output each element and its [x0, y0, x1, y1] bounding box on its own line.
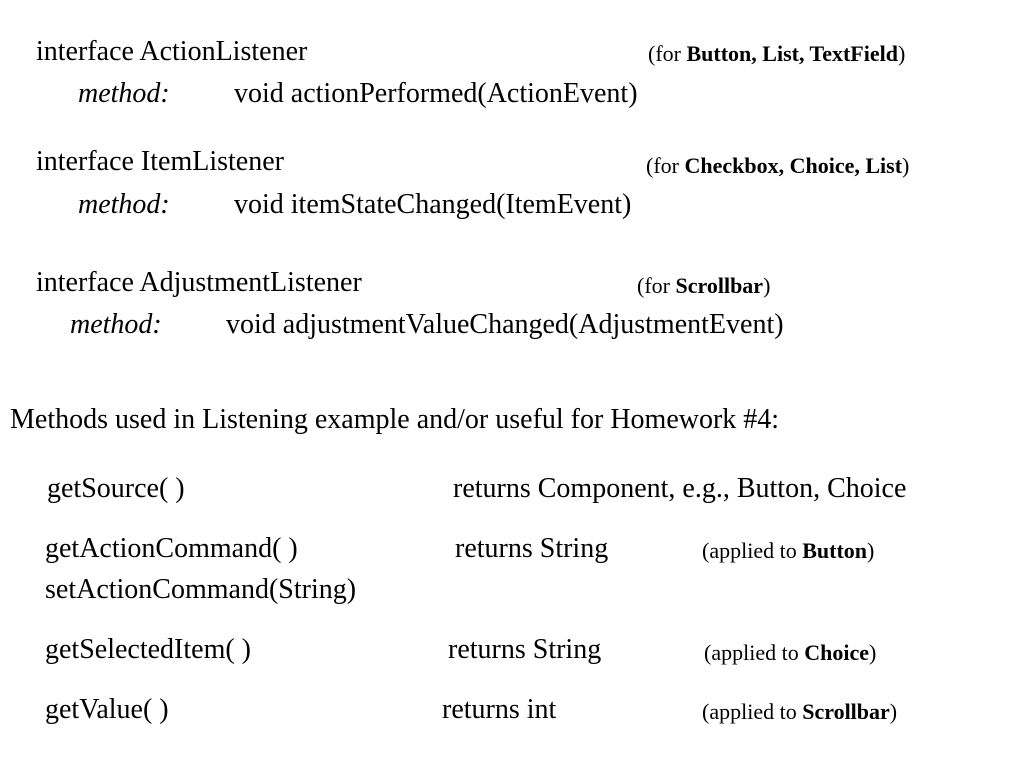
for-components: Checkbox, Choice, List [684, 153, 903, 178]
adjustment-listener-method-signature: void adjustmentValueChanged(AdjustmentEvent) [226, 309, 784, 340]
method-returns-get-source: returns Component, e.g., Button, Choice [453, 473, 907, 504]
method-name-get-value: getValue( ) [45, 694, 169, 725]
methods-heading: Methods used in Listening example and/or useful for Homework #4: [10, 404, 780, 435]
applied-suffix: ) [867, 538, 875, 563]
applied-prefix: (applied to [702, 699, 803, 724]
for-prefix: (for [637, 273, 676, 298]
action-listener-interface: interface ActionListener [36, 36, 308, 67]
for-suffix: ) [763, 273, 771, 298]
for-suffix: ) [902, 153, 910, 178]
item-listener-method-label: method: [78, 189, 170, 220]
item-listener-interface: interface ItemListener [36, 146, 284, 177]
method-applied-get-selected-item [704, 642, 876, 664]
applied-component: Button [802, 538, 867, 563]
method-name-get-action-command: getActionCommand( ) [45, 533, 298, 564]
applied-suffix: ) [889, 699, 898, 724]
method-returns-get-action-command: returns String [455, 533, 609, 564]
method-name-get-selected-item: getSelectedItem( ) [45, 634, 252, 665]
method-returns-get-value: returns int [442, 694, 557, 725]
action-listener-method-signature: void actionPerformed(ActionEvent) [234, 78, 638, 109]
applied-component: Scrollbar [802, 699, 890, 724]
for-prefix: (for [646, 153, 685, 178]
action-listener-for-note [648, 43, 905, 65]
applied-component: Choice [804, 640, 869, 665]
for-suffix: ) [897, 41, 906, 66]
method-name-get-source: getSource( ) [47, 473, 185, 504]
adjustment-listener-for-note [637, 275, 770, 297]
applied-prefix: (applied to [704, 640, 805, 665]
adjustment-listener-method-label: method: [70, 309, 162, 340]
item-listener-for-note [646, 155, 909, 177]
for-components: Scrollbar [675, 273, 764, 298]
for-prefix: (for [648, 41, 687, 66]
applied-suffix: ) [868, 640, 877, 665]
method-applied-get-value [702, 701, 897, 723]
method-applied-get-action-command [702, 540, 874, 562]
method-name-set-action-command: setActionCommand(String) [45, 574, 357, 605]
action-listener-method-label: method: [78, 78, 170, 109]
for-components: Button, List, TextField [686, 41, 898, 66]
applied-prefix: (applied to [702, 538, 803, 563]
adjustment-listener-interface: interface AdjustmentListener [36, 267, 362, 298]
method-returns-get-selected-item: returns String [448, 634, 602, 665]
item-listener-method-signature: void itemStateChanged(ItemEvent) [234, 189, 632, 220]
